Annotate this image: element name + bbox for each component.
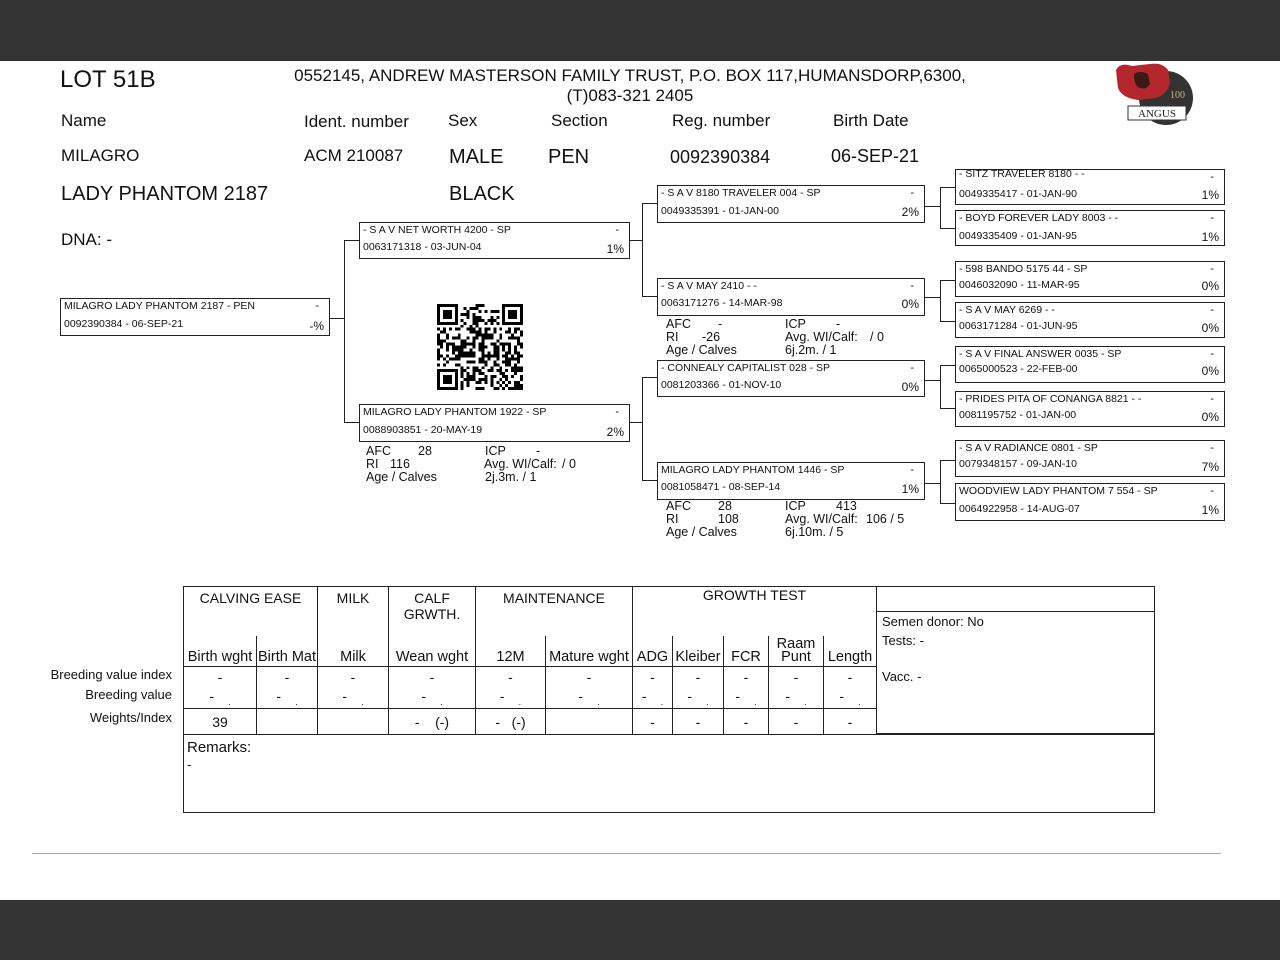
connector (940, 321, 956, 322)
column-header: Wean wght (389, 636, 476, 667)
remarks-value: - (187, 757, 192, 772)
connector (642, 377, 658, 378)
bv-value: - (209, 687, 215, 704)
connector (925, 206, 941, 207)
animal-name: MILAGRO LADY PHANTOM 1922 - SP (363, 406, 547, 418)
weight-cell: - (-) (389, 709, 476, 735)
column-header: Length (824, 636, 877, 667)
connector (925, 483, 941, 484)
connector (940, 187, 941, 229)
sign: - (615, 406, 619, 418)
avg-value: 106 / 5 (866, 512, 905, 526)
qr-code (436, 304, 524, 390)
percent: 2% (901, 205, 919, 219)
pedigree-sire-dam[interactable] (657, 278, 925, 316)
age-value: 6j.10m. / 5 (785, 525, 844, 539)
percent: 1% (901, 482, 919, 496)
reg-date: 0063171284 - 01-JUN-95 (959, 320, 1078, 332)
pedigree-dds[interactable] (955, 440, 1225, 477)
bv-accuracy: . (706, 696, 709, 707)
top-bar (0, 0, 1280, 61)
pedigree-sire[interactable] (359, 222, 630, 259)
angus-logo (1110, 60, 1196, 126)
percent: 1% (1201, 230, 1219, 244)
breeding-value-cell (824, 687, 877, 709)
connector (940, 365, 941, 409)
ri-value: -26 (702, 330, 721, 344)
dam-dam-performance (666, 499, 926, 541)
pedigree-sire-sire[interactable] (657, 185, 925, 223)
index-cell: - (673, 667, 724, 687)
index-cell: - (476, 667, 546, 687)
weight-cell: - (824, 709, 877, 735)
bv-accuracy: . (518, 696, 522, 707)
column-header: ADG (633, 636, 673, 667)
index-cell: - (389, 667, 476, 687)
bv-value: - (342, 687, 348, 704)
weight-cell: - (724, 709, 769, 735)
reg-date: 0064922958 - 14-AUG-07 (959, 503, 1080, 515)
connector (344, 422, 360, 423)
connector (940, 228, 956, 229)
breeding-value-cell (389, 687, 476, 709)
reg-date: 0092390384 - 06-SEP-21 (64, 318, 184, 330)
connector (642, 480, 658, 481)
sex-label: Sex (448, 111, 478, 130)
connector (940, 280, 956, 281)
reg-date: 0063171318 - 03-JUN-04 (363, 241, 482, 253)
bv-value: - (421, 687, 427, 704)
column-header: Milk (318, 636, 389, 667)
breeding-value-table (183, 586, 877, 735)
pedigree-dam-dam[interactable] (657, 462, 925, 500)
age-value: 6j.2m. / 1 (785, 343, 837, 357)
index-cell: - (318, 667, 389, 687)
animal-name: - BOYD FOREVER LADY 8003 - - (959, 212, 1119, 224)
birth-value: 06-SEP-21 (831, 146, 920, 166)
percent: 1% (1201, 503, 1219, 517)
sign: - (615, 224, 619, 236)
connector (329, 318, 345, 319)
breeding-value-cell (184, 687, 257, 709)
reg-date: 0081195752 - 01-JAN-00 (959, 409, 1077, 421)
logo-badge: 100 (1170, 90, 1185, 101)
reg-date: 0088903851 - 20-MAY-19 (363, 424, 483, 436)
animal-name-2: LADY PHANTOM 2187 (61, 183, 269, 205)
sign: - (1210, 212, 1214, 224)
bottom-bar (0, 900, 1280, 960)
group-growth-test: GROWTH TEST (633, 587, 877, 636)
group-calf-growth: CALF GRWTH. (389, 587, 476, 636)
percent: 1% (1201, 188, 1219, 202)
icp-value: - (536, 444, 541, 458)
row-label-bv: Breeding value (85, 687, 172, 702)
animal-name: - S A V MAY 2410 - - (661, 280, 757, 292)
age-label: Age / Calves (666, 525, 737, 539)
avg-value: / 0 (870, 330, 884, 344)
connector (940, 187, 956, 188)
section-label: Section (551, 111, 608, 130)
remarks-box (183, 734, 1155, 813)
pedigree-dam[interactable] (359, 404, 630, 442)
connector (629, 422, 643, 423)
column-header: Mature wght (546, 636, 633, 667)
connector (925, 297, 941, 298)
weight-cell: - (769, 709, 824, 735)
sign: - (1210, 171, 1214, 183)
index-cell: - (257, 667, 318, 687)
bv-accuracy: . (804, 696, 807, 707)
sign: - (1210, 263, 1214, 275)
breeding-value-cell (769, 687, 824, 709)
icp-label: ICP (785, 499, 806, 513)
column-header: 12M (476, 636, 546, 667)
icp-value: - (836, 317, 841, 331)
breeding-value-cell (476, 687, 546, 709)
sign: - (910, 187, 914, 199)
avg-label: Avg. WI/Calf: (484, 457, 557, 471)
sign: - (1210, 442, 1214, 454)
bv-accuracy: . (361, 696, 364, 707)
weight-cell: - (-) (476, 709, 546, 735)
age-label: Age / Calves (666, 343, 737, 357)
extra-info-panel (876, 586, 1155, 734)
afc-label: AFC (666, 317, 691, 331)
breeding-value-cell (724, 687, 769, 709)
bv-value: - (578, 687, 584, 704)
afc-label: AFC (666, 499, 691, 513)
weight-cell: 39 (184, 709, 257, 735)
icp-label: ICP (785, 317, 806, 331)
pedigree-subject[interactable] (60, 298, 330, 336)
connector (344, 240, 360, 241)
dam-performance (366, 444, 626, 486)
weight-cell (546, 709, 633, 735)
group-calving-ease: CALVING EASE (184, 587, 318, 636)
animal-name: - S A V MAY 6269 - - (959, 304, 1055, 316)
index-cell: - (184, 667, 257, 687)
animal-name: MILAGRO LADY PHANTOM 1446 - SP (661, 464, 845, 476)
reg-date: 0081058471 - 08-SEP-14 (661, 481, 781, 493)
pedigree-dsd[interactable] (955, 391, 1225, 427)
animal-name: - S A V NET WORTH 4200 - SP (363, 224, 511, 236)
sign: - (1210, 304, 1214, 316)
percent: 0% (1201, 410, 1219, 424)
animal-name: - S A V RADIANCE 0801 - SP (959, 442, 1098, 454)
column-header: FCR (724, 636, 769, 667)
bv-accuracy: . (754, 696, 757, 707)
pedigree-dss[interactable] (955, 346, 1225, 383)
reg-value: 0092390384 (670, 147, 771, 167)
reg-date: 0081203366 - 01-NOV-10 (661, 379, 782, 391)
semen-donor: Semen donor: No (882, 614, 984, 629)
bv-accuracy: . (660, 696, 664, 707)
animal-name: - S A V FINAL ANSWER 0035 - SP (959, 348, 1122, 360)
row-label-weights: Weights/Index (89, 710, 172, 725)
group-milk: MILK (318, 587, 389, 636)
pedigree-sdd[interactable] (955, 302, 1225, 338)
pedigree-ssd[interactable] (955, 210, 1225, 246)
afc-value: - (718, 317, 723, 331)
percent: -% (309, 319, 324, 333)
sire-dam-performance (666, 317, 926, 359)
pedigree-sds[interactable] (955, 261, 1225, 297)
animal-name: MILAGRO LADY PHANTOM 2187 - PEN (64, 300, 256, 312)
logo-text: ANGUS (1138, 108, 1176, 120)
column-header: Raam Punt (769, 636, 824, 667)
birth-label: Birth Date (833, 111, 909, 130)
connector (940, 460, 941, 504)
breeding-value-cell (633, 687, 673, 709)
weight-cell (257, 709, 318, 735)
owner-line-1: 0552145, ANDREW MASTERSON FAMILY TRUST, P.O. BOX 117,HUMANSDORP,6300, (294, 66, 966, 85)
name-label: Name (61, 111, 107, 130)
connector (940, 280, 941, 322)
breeding-value-cell (257, 687, 318, 709)
afc-value: 28 (418, 444, 432, 458)
reg-date: 0046032090 - 11-MAR-95 (959, 279, 1080, 291)
breeding-value-cell (673, 687, 724, 709)
ri-value: 108 (718, 512, 739, 526)
ri-label: RI (666, 330, 679, 344)
ri-label: RI (666, 512, 679, 526)
connector (925, 380, 941, 381)
afc-label: AFC (366, 444, 391, 458)
connector (940, 408, 956, 409)
connector (940, 503, 956, 504)
bv-value: - (687, 687, 693, 704)
divider (877, 611, 1154, 612)
ri-label: RI (366, 457, 379, 471)
remarks-label: Remarks: (187, 739, 252, 756)
percent: 0% (901, 297, 919, 311)
connector (642, 296, 658, 297)
sign: - (910, 464, 914, 476)
tests: Tests: - (882, 633, 924, 648)
sign: - (1210, 348, 1214, 360)
reg-date: 0049335417 - 01-JAN-90 (959, 188, 1077, 200)
weight-cell: - (633, 709, 673, 735)
percent: 2% (606, 425, 624, 439)
age-value: 2j.3m. / 1 (485, 470, 537, 484)
lot-number: LOT 51B (60, 66, 156, 93)
index-cell: - (633, 667, 673, 687)
bv-accuracy: . (597, 696, 600, 707)
age-label: Age / Calves (366, 470, 437, 484)
icp-label: ICP (485, 444, 506, 458)
index-cell: - (824, 667, 877, 687)
sign: - (1210, 393, 1214, 405)
avg-label: Avg. WI/Calf: (785, 330, 858, 344)
percent: 0% (1201, 279, 1219, 293)
ident-value: ACM 210087 (304, 146, 404, 165)
animal-name: - CONNEALY CAPITALIST 028 - SP (661, 362, 831, 374)
page-divider (32, 853, 1221, 854)
reg-date: 0049335391 - 01-JAN-00 (661, 205, 779, 217)
animal-name-1: MILAGRO (61, 146, 140, 165)
connector (642, 203, 643, 297)
column-header: Kleiber (673, 636, 724, 667)
connector (642, 203, 658, 204)
bv-accuracy: . (440, 696, 443, 707)
percent: 0% (901, 380, 919, 394)
percent: 1% (606, 242, 624, 256)
animal-name: - 598 BANDO 5175 44 - SP (959, 263, 1088, 275)
reg-date: 0065000523 - 22-FEB-00 (959, 363, 1078, 375)
column-header: Birth wght (184, 636, 257, 667)
pedigree-ddd[interactable] (955, 483, 1225, 521)
avg-value: / 0 (562, 457, 576, 471)
reg-date: 0063171276 - 14-MAR-98 (661, 297, 783, 309)
percent: 7% (1201, 460, 1219, 474)
weight-cell: - (673, 709, 724, 735)
column-header: Birth Mat (257, 636, 318, 667)
sign: - (910, 362, 914, 374)
connector (940, 365, 956, 366)
pedigree-dam-sire[interactable] (657, 360, 925, 397)
reg-date: 0079348157 - 09-JAN-10 (959, 458, 1077, 470)
bv-accuracy: . (858, 696, 861, 707)
color-value: BLACK (449, 183, 515, 205)
percent: 0% (1201, 321, 1219, 335)
owner-info (250, 66, 1010, 106)
icp-value: 413 (836, 499, 857, 513)
bv-value: - (641, 687, 647, 704)
connector (344, 240, 345, 423)
animal-name: - PRIDES PITA OF CONANGA 8821 - - (959, 393, 1142, 405)
breeding-value-cell (546, 687, 633, 709)
bv-value: - (276, 687, 282, 704)
vaccination: Vacc. - (882, 669, 922, 684)
percent: 0% (1201, 364, 1219, 378)
owner-line-2: (T)083-321 2405 (566, 86, 694, 105)
bv-value: - (785, 687, 791, 704)
bv-value: - (499, 687, 505, 704)
sign: - (1210, 485, 1214, 497)
pedigree-sss[interactable] (955, 169, 1225, 205)
sign: - (910, 280, 914, 292)
avg-label: Avg. WI/Calf: (785, 512, 858, 526)
connector (642, 377, 643, 481)
ident-label: Ident. number (304, 112, 409, 131)
afc-value: 28 (718, 499, 732, 513)
bv-accuracy: . (295, 696, 298, 707)
animal-name: - S A V 8180 TRAVELER 004 - SP (661, 187, 821, 199)
dna-value: DNA: - (61, 230, 112, 249)
connector (940, 460, 956, 461)
bv-accuracy: . (228, 696, 231, 707)
section-value: PEN (548, 146, 590, 168)
connector (629, 240, 643, 241)
row-label-index: Breeding value index (50, 667, 172, 682)
index-cell: - (724, 667, 769, 687)
bv-value: - (839, 687, 845, 704)
bv-value: - (735, 687, 741, 704)
breeding-value-cell (318, 687, 389, 709)
group-maintenance: MAINTENANCE (476, 587, 633, 636)
weight-cell (318, 709, 389, 735)
animal-name: WOODVIEW LADY PHANTOM 7 554 - SP (959, 485, 1158, 497)
index-cell: - (546, 667, 633, 687)
ri-value: 116 (390, 457, 410, 471)
sex-value: MALE (449, 146, 504, 168)
sign: - (315, 300, 319, 312)
animal-name: - SITZ TRAVELER 8180 - - (959, 168, 1085, 180)
reg-label: Reg. number (672, 111, 771, 130)
reg-date: 0049335409 - 01-JAN-95 (959, 230, 1077, 242)
index-cell: - (769, 667, 824, 687)
